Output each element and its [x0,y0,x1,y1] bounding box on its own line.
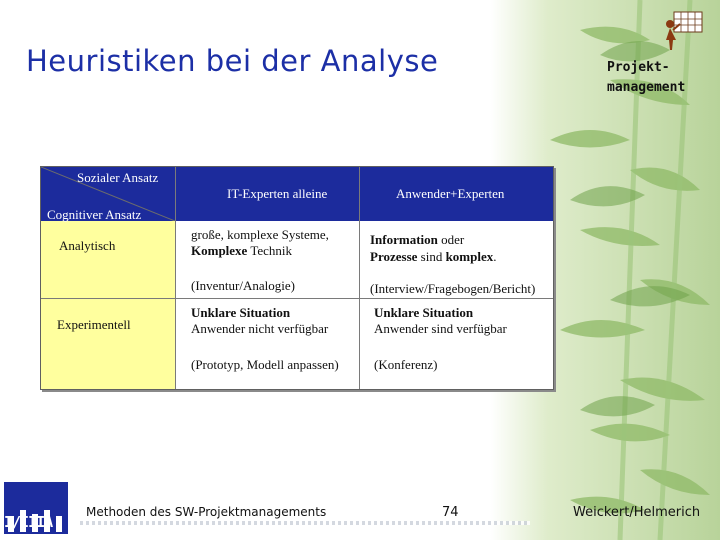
method-analytisch-it: (Inventur/Analogie) [191,278,295,293]
bold-text: Komplexe [191,243,248,258]
method-experimentell-users: (Konferenz) [374,357,438,372]
cell-line [374,305,507,321]
bold-text: Unklare Situation [374,305,474,320]
brand-line-2: management [607,80,686,95]
cell-line [370,231,497,248]
cell-experimentell-it [191,305,328,337]
text: . [493,249,497,264]
column-divider-1 [175,167,176,389]
bold-text: Unklare Situation [191,305,291,320]
footer-page-number: 74 [442,505,459,520]
slide-title: Heuristiken bei der Analyse [26,44,439,78]
method-analytisch-users: (Interview/Fragebogen/Bericht) [370,281,536,296]
column-divider-2 [359,167,360,389]
cell-line: Anwender sind verfügbar [374,321,507,336]
row-label-experimentell: Experimentell [57,317,131,332]
cell-line [191,305,328,321]
brand-label [607,58,685,98]
cell-line [191,243,329,259]
bold-text: Information [370,232,438,247]
heuristics-table [40,166,554,390]
text: sind [417,249,446,264]
col-header-it-experts: IT-Experten alleine [227,186,328,201]
footer-rule [80,521,530,525]
brand-line-1: Projekt- [607,60,670,75]
cell-line [370,248,497,265]
cell-experimentell-users [374,305,507,337]
row-label-analytisch: Analytisch [59,238,116,253]
project-plan-icon [660,10,706,56]
corner-bottom-label: Cognitiver Ansatz [47,207,142,222]
corner-top-label: Sozialer Ansatz [77,170,159,185]
cell-line: große, komplexe Systeme, [191,227,329,242]
cell-line: Anwender nicht verfügbar [191,321,329,336]
cell-analytisch-it [191,227,329,259]
text: oder [437,232,465,247]
footer-course: Methoden des SW-Projektmanagements [86,505,327,519]
bold-text: komplex [445,249,494,264]
bold-text: Prozesse [370,249,418,264]
col-header-users-experts: Anwender+Experten [396,186,505,201]
method-experimentell-it: (Prototyp, Modell anpassen) [191,357,339,372]
text: Technik [247,243,293,258]
logo-lettering: I/IIIA [4,513,53,531]
row-divider [41,298,553,299]
footer-authors: Weickert/Helmerich [573,505,701,520]
cell-analytisch-users [370,231,497,265]
